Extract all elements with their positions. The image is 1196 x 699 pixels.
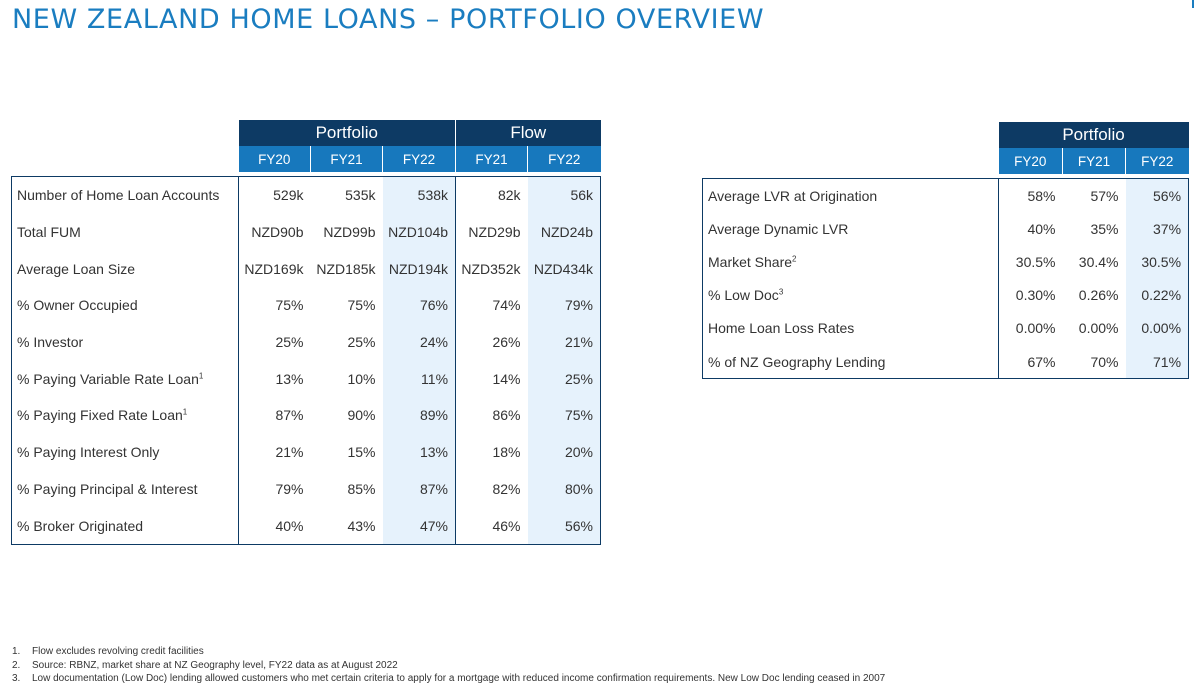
row-label-text: % Investor — [17, 334, 84, 351]
row-label-text: Market Share — [708, 253, 793, 270]
year-header: FY22 — [1126, 148, 1189, 174]
table-row — [12, 434, 601, 471]
home-loans-portfolio-metrics-table — [702, 122, 1189, 379]
table-cell: 86% — [456, 397, 528, 434]
table-row — [703, 212, 1189, 245]
table-cell: 25% — [347, 334, 376, 351]
table-cell: 529k — [239, 177, 311, 214]
table-cell: 79% — [239, 471, 311, 508]
footnote-text: Flow excludes revolving credit facilities — [32, 646, 204, 657]
table-cell: 75% — [347, 297, 376, 314]
table-cell: 21% — [528, 324, 601, 361]
table-cell: 26% — [456, 324, 528, 361]
footnote — [12, 659, 885, 673]
footnotes — [12, 645, 885, 686]
footnote-ref: 1 — [182, 407, 188, 417]
table-cell: NZD434k — [528, 250, 601, 287]
table-row — [12, 397, 601, 434]
table-cell: NZD29b — [456, 214, 528, 251]
row-label — [703, 345, 999, 379]
table-cell: 56k — [528, 177, 601, 214]
table-cell: 40% — [239, 507, 311, 544]
footnote-text: Source: RBNZ, market share at NZ Geography level, FY22 data as at August 2022 — [32, 659, 398, 671]
group-header-portfolio: Portfolio — [999, 122, 1189, 148]
row-label-text: Average Dynamic LVR — [708, 220, 849, 237]
footnote — [12, 645, 885, 659]
table-cell: 0.00% — [1126, 312, 1189, 345]
table-cell: 75% — [528, 397, 601, 434]
table-cell: 90% — [347, 407, 376, 424]
table-cell: 20% — [528, 434, 601, 471]
row-label — [12, 507, 239, 544]
table-row — [12, 324, 601, 361]
row-label-text: % of NZ Geography Lending — [708, 353, 886, 370]
footnote-number: 3. — [12, 673, 21, 684]
row-label — [12, 250, 239, 287]
table-cell: 46% — [456, 507, 528, 544]
table-cell: 87% — [383, 471, 456, 508]
table-cell: 87% — [239, 397, 311, 434]
table-cell: 82% — [456, 471, 528, 508]
row-label — [703, 245, 999, 278]
row-label — [12, 287, 239, 324]
row-label-text: Average Loan Size — [17, 260, 136, 277]
table-cell: 14% — [456, 360, 528, 397]
table-cell: 35% — [1090, 220, 1119, 237]
row-label-text: % Paying Principal & Interest — [17, 480, 198, 497]
page-title: NEW ZEALAND HOME LOANS – PORTFOLIO OVERVIEW — [12, 4, 765, 35]
row-label-text: % Broker Originated — [17, 517, 144, 534]
table-cell: 82k — [456, 177, 528, 214]
row-label-text: Number of Home Loan Accounts — [17, 187, 220, 204]
table-cell: NZD352k — [456, 250, 528, 287]
table-cell: 56% — [528, 507, 601, 544]
table-cell: 535k — [311, 177, 383, 214]
table-row — [12, 360, 601, 397]
table-cell: 57% — [1063, 179, 1126, 213]
table-cell: 37% — [1126, 212, 1189, 245]
row-label — [12, 471, 239, 508]
table-row — [12, 287, 601, 324]
table-cell: 25% — [528, 360, 601, 397]
row-label — [12, 397, 239, 434]
table-cell: 80% — [528, 471, 601, 508]
row-label — [703, 279, 999, 312]
row-label-text: Average LVR at Origination — [708, 187, 878, 204]
table-row — [12, 471, 601, 508]
row-label-text: % Paying Interest Only — [17, 444, 160, 461]
footnote-number: 2. — [12, 659, 21, 671]
table-row — [703, 245, 1189, 278]
table-cell: NZD99b — [323, 224, 376, 241]
row-label — [12, 434, 239, 471]
footnote — [12, 672, 885, 686]
table-cell: 30.5% — [1126, 245, 1189, 278]
table-cell: 13% — [239, 360, 311, 397]
row-label — [703, 312, 999, 345]
table-cell: 30.5% — [999, 245, 1063, 278]
table-cell: NZD185k — [316, 260, 376, 277]
corner-mark — [1192, 0, 1194, 8]
footnote-number: 1. — [12, 646, 21, 657]
table-cell: 0.00% — [999, 312, 1063, 345]
table-cell: 15% — [347, 444, 376, 461]
footnote-ref: 3 — [778, 287, 784, 297]
table-cell: NZD24b — [528, 214, 601, 251]
year-header: FY22 — [528, 146, 601, 172]
table-cell: 70% — [1063, 345, 1126, 379]
table-cell: 89% — [383, 397, 456, 434]
group-header-portfolio: Portfolio — [239, 120, 456, 146]
table-cell: 30.4% — [1078, 253, 1119, 270]
row-label-text: % Paying Fixed Rate Loan — [17, 407, 183, 424]
table-cell: 0.30% — [999, 279, 1063, 312]
row-label-text: % Paying Variable Rate Loan — [17, 370, 199, 387]
table-row — [703, 279, 1189, 312]
table-cell: 71% — [1126, 345, 1189, 379]
table-cell: 24% — [383, 324, 456, 361]
table-cell: 25% — [239, 324, 311, 361]
table-row — [703, 312, 1189, 345]
row-label — [12, 324, 239, 361]
table-cell: 21% — [239, 434, 311, 471]
table-cell: NZD169k — [239, 250, 311, 287]
year-header: FY22 — [383, 146, 456, 172]
table-cell: 40% — [999, 212, 1063, 245]
table-cell: 74% — [456, 287, 528, 324]
table-cell: 76% — [383, 287, 456, 324]
home-loans-portfolio-flow-table — [11, 120, 601, 545]
table-row — [703, 345, 1189, 379]
row-label-text: % Low Doc — [708, 287, 779, 304]
table-cell: 18% — [456, 434, 528, 471]
table-cell: 43% — [311, 507, 383, 544]
table-cell: 79% — [528, 287, 601, 324]
row-label — [12, 360, 239, 397]
table-cell: 0.00% — [1078, 320, 1119, 337]
table-cell: 75% — [239, 287, 311, 324]
table-cell: 0.26% — [1078, 287, 1119, 304]
row-label-text: Home Loan Loss Rates — [708, 320, 855, 337]
table-cell: 67% — [999, 345, 1063, 379]
table-row — [12, 507, 601, 544]
table-cell: 538k — [383, 177, 456, 214]
table-cell: 13% — [383, 434, 456, 471]
year-header: FY20 — [999, 148, 1063, 174]
table-cell: 58% — [999, 179, 1063, 213]
table-row — [12, 214, 601, 251]
table-cell: 11% — [383, 360, 456, 397]
footnote-ref: 1 — [198, 371, 204, 381]
table-cell: 47% — [383, 507, 456, 544]
row-label — [703, 179, 999, 213]
footnote-text: Low documentation (Low Doc) lending allowed customers who met certain criteria to apply for a mortgage with reduced income confirmation requirements. New Low Doc lending ceased in 2007 — [32, 673, 886, 684]
year-header: FY21 — [1063, 148, 1126, 174]
year-header: FY21 — [311, 146, 383, 172]
row-label-text: % Owner Occupied — [17, 297, 138, 314]
row-label — [12, 177, 239, 214]
table-row — [12, 177, 601, 214]
table-cell: NZD104b — [383, 214, 456, 251]
table-cell: NZD194k — [383, 250, 456, 287]
group-header-flow: Flow — [456, 120, 601, 146]
row-label — [703, 212, 999, 245]
table-cell: 56% — [1126, 179, 1189, 213]
year-header: FY21 — [456, 146, 528, 172]
row-label — [12, 214, 239, 251]
table-row — [12, 250, 601, 287]
table-cell: NZD90b — [239, 214, 311, 251]
table-cell: 10% — [347, 370, 376, 387]
table-cell: 85% — [347, 480, 376, 497]
table-cell: 0.22% — [1126, 279, 1189, 312]
year-header: FY20 — [239, 146, 311, 172]
row-label-text: Total FUM — [17, 224, 81, 241]
table-row — [703, 179, 1189, 213]
footnote-ref: 2 — [792, 254, 797, 264]
